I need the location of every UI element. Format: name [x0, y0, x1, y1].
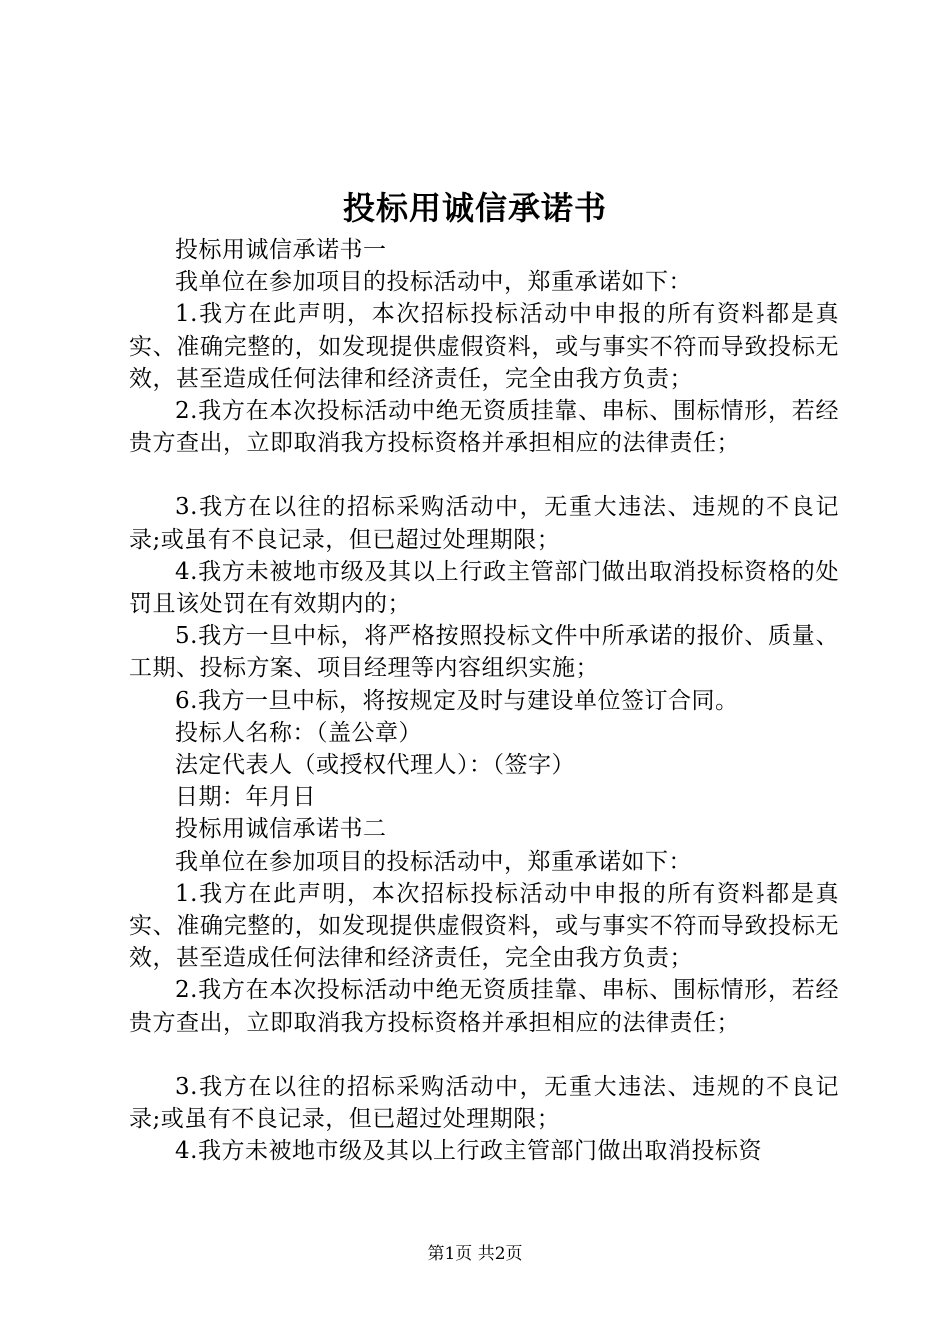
document-title: 投标用诚信承诺书 [342, 189, 607, 227]
paragraph: 3.我方在以往的招标采购活动中，无重大违法、违规的不良记录;或虽有不良记录，但已超过处理期限； [129, 494, 839, 553]
document-body [129, 234, 839, 1167]
representative-line: 法定代表人（或授权代理人）：（签字） [175, 752, 575, 779]
page-footer: 第1页 共2页 [427, 1244, 523, 1264]
paragraph: 2.我方在本次投标活动中绝无资质挂靠、串标、围标情形，若经贵方查出，立即取消我方投标资格并承担相应的法律责任； [129, 398, 839, 457]
paragraph: 1.我方在此声明，本次招标投标活动中申报的所有资料都是真实、准确完整的，如发现提供虚假资料，或与事实不符而导致投标无效，甚至造成任何法律和经济责任，完全由我方负责； [129, 880, 839, 972]
bidder-name-line: 投标人名称：（盖公章） [175, 719, 422, 746]
paragraph: 4.我方未被地市级及其以上行政主管部门做出取消投标资格的处罚且该处罚在有效期内的； [129, 558, 839, 618]
date-line: 日期：年月日 [175, 784, 316, 811]
section-heading-2: 投标用诚信承诺书二 [175, 816, 387, 843]
paragraph: 我单位在参加项目的投标活动中，郑重承诺如下： [175, 269, 692, 296]
section-heading-1: 投标用诚信承诺书一 [175, 237, 387, 263]
paragraph: 4.我方未被地市级及其以上行政主管部门做出取消投标资 [175, 1138, 762, 1165]
paragraph: 1.我方在此声明，本次招标投标活动中申报的所有资料都是真实、准确完整的，如发现提供虚假资料，或与事实不符而导致投标无效，甚至造成任何法律和经济责任，完全由我方负责； [129, 301, 839, 392]
paragraph: 2.我方在本次投标活动中绝无资质挂靠、串标、围标情形，若经贵方查出，立即取消我方投标资格并承担相应的法律责任； [129, 977, 839, 1036]
paragraph: 6.我方一旦中标，将按规定及时与建设单位签订合同。 [175, 687, 739, 714]
paragraph: 我单位在参加项目的投标活动中，郑重承诺如下： [175, 848, 692, 875]
paragraph: 5.我方一旦中标，将严格按照投标文件中所承诺的报价、质量、工期、投标方案、项目经理等内容组织实施； [129, 623, 839, 682]
paragraph: 3.我方在以往的招标采购活动中，无重大违法、违规的不良记录;或虽有不良记录，但已超过处理期限； [129, 1073, 839, 1133]
